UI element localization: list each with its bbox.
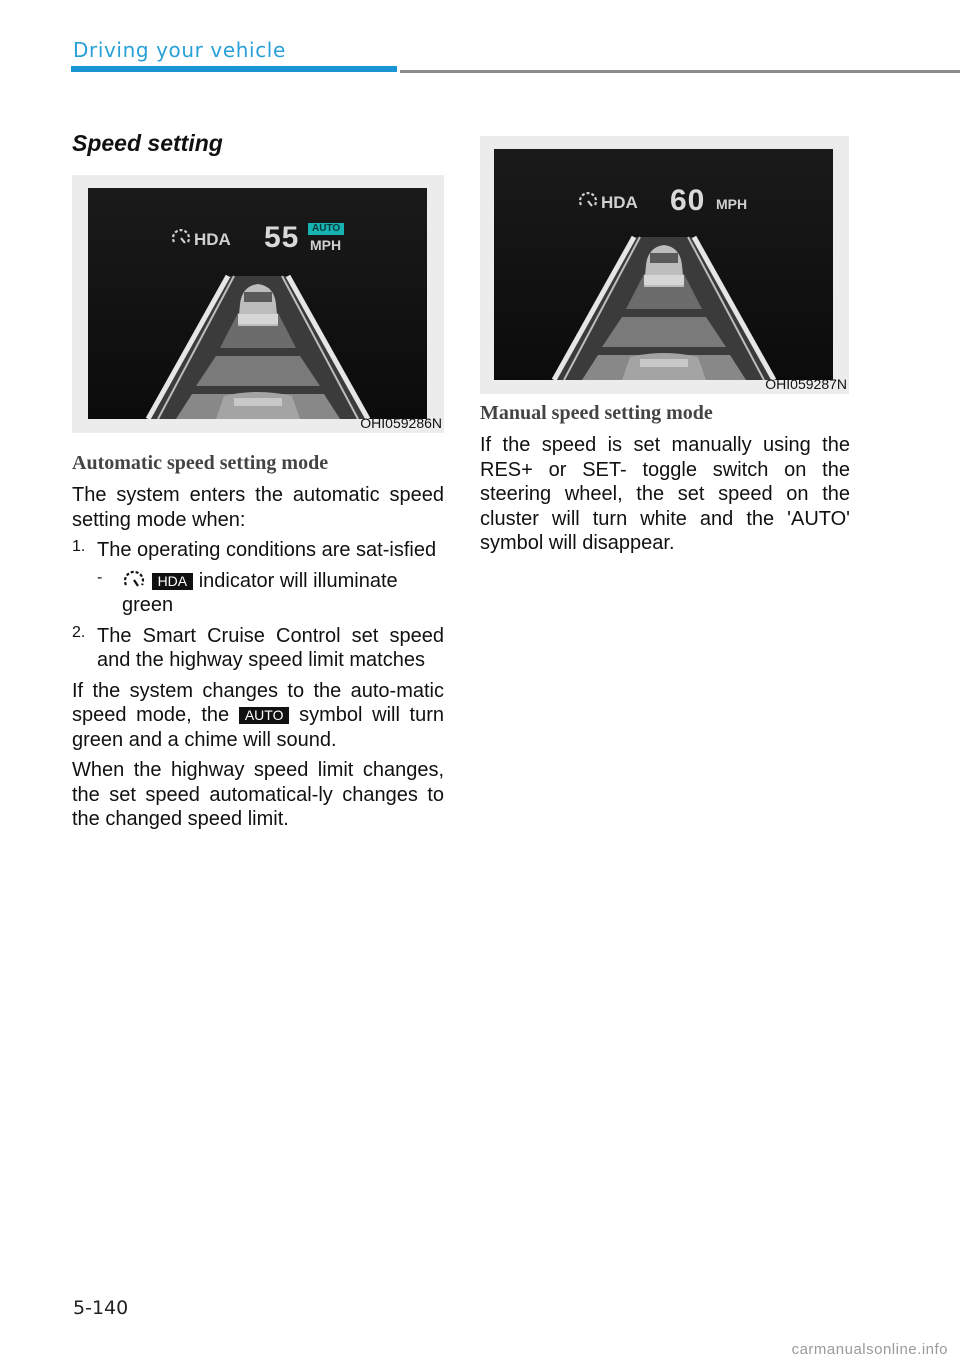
header-rule [400,70,960,73]
hda-badge: HDA [152,573,194,590]
auto-mode-intro: The system enters the automatic speed setting mode when: [72,484,444,531]
manual-mode-paragraph: If the speed is set manually using the RES+ or SET- toggle switch on the steering wheel, the set speed on the cluster will turn white and the 'AUTO' symbol will disappear. [480,434,850,554]
hda-steering-wheel-icon [122,569,146,591]
list-item [72,538,444,563]
list-item [72,624,444,673]
hud-speed-unit: MPH [310,237,342,253]
cluster-screen [88,188,427,419]
page-number: 5-140 [73,1297,129,1319]
auto-symbol-paragraph [72,679,444,753]
hud-set-speed: 60 [670,184,706,217]
auto-para-after: symbol will turn green and a chime will sound. [72,704,445,751]
watermark: carmanualsonline.info [791,1341,948,1358]
auto-mode-heading: Automatic speed setting mode [72,452,329,474]
hda-steering-wheel-icon [171,228,191,248]
auto-badge: AUTO [239,707,290,724]
left-column [72,130,444,157]
figure-code: OHI059287N [765,376,847,392]
speed-setting-heading: Speed setting [72,130,223,156]
hud-speed-unit: MPH [716,196,748,212]
hud-auto-badge: AUTO [308,223,344,235]
cluster-screen [494,149,833,380]
lane-scene [88,268,427,419]
indicator-text: indicator will illuminate green [122,569,398,616]
speed-limit-paragraph: When the highway speed limit changes, the set speed automatical-ly changes to the changed speed limit. [72,759,444,830]
auto-para-before: If the system changes to the auto-matic speed mode, the [72,679,444,726]
hud-hda-label: HDA [601,193,638,212]
list-number: 2. [72,623,86,641]
own-car-icon [216,392,300,419]
figure-auto-mode [72,175,444,433]
list-number: 1. [72,538,86,555]
dash-marker: - [97,568,103,586]
hda-steering-wheel-icon [578,191,598,211]
sub-list-item [97,569,444,618]
header-rule-accent [71,66,397,72]
hud-hda-label: HDA [194,230,231,249]
hud-set-speed: 55 [264,221,300,254]
figure-manual-mode [480,136,849,394]
section-title: Driving your vehicle [73,38,286,62]
lane-scene [494,229,833,380]
own-car-icon [622,353,706,380]
list-text: The operating conditions are sat-isfied [97,539,437,561]
manual-mode-heading: Manual speed setting mode [480,402,713,424]
list-text: The Smart Cruise Control set speed and the highway speed limit matches [97,624,444,671]
figure-code: OHI059286N [360,415,442,431]
